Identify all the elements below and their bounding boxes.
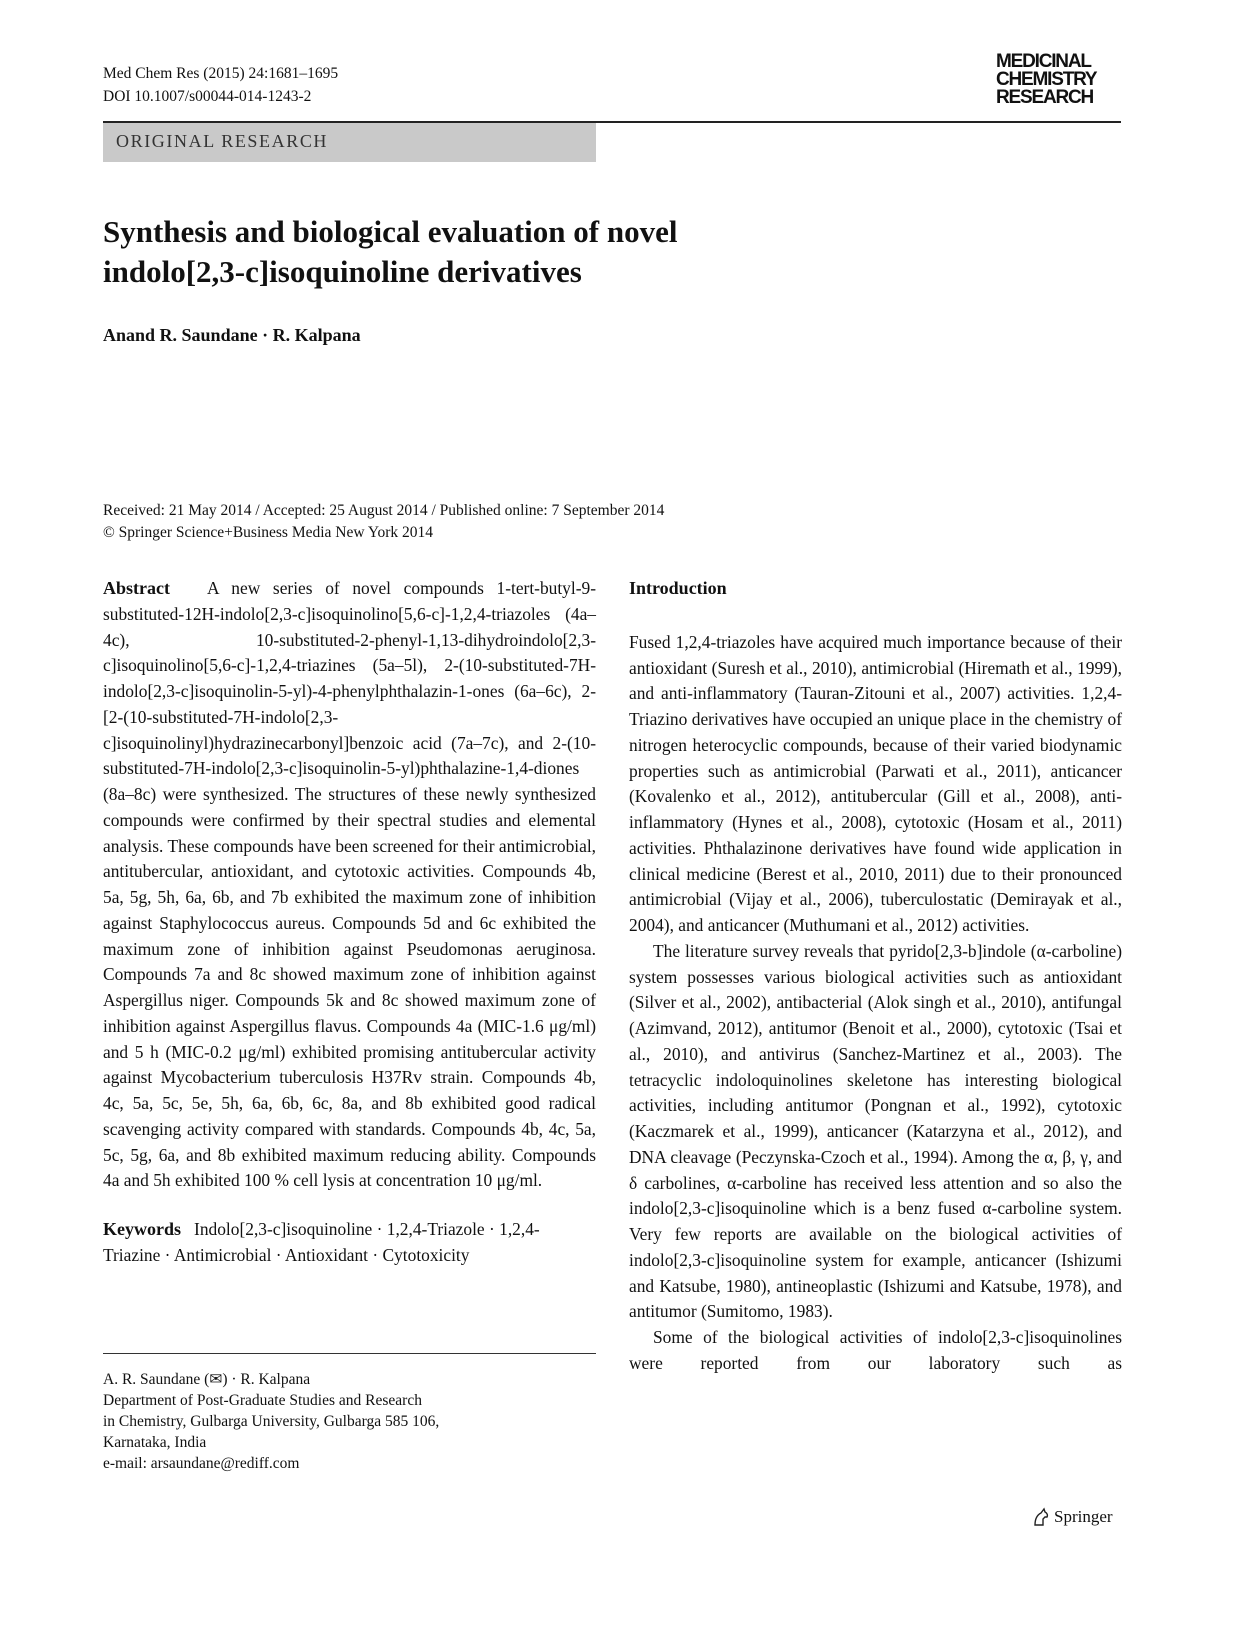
- introduction-heading: Introduction: [629, 578, 727, 598]
- affiliation-line: Department of Post-Graduate Studies and Research: [103, 1392, 422, 1409]
- journal-doi: DOI 10.1007/s00044-014-1243-2: [103, 88, 312, 105]
- footnote-divider: [103, 1353, 596, 1354]
- journal-citation-block: [103, 62, 338, 108]
- keywords-text: Indolo[2,3-c]isoquinoline · 1,2,4-Triazole · 1,2,4-Triazine · Antimicrobial · Antioxidant · Cytotoxicity: [103, 1219, 540, 1265]
- article-title: Synthesis and biological evaluation of novel indolo[2,3-c]isoquinoline derivatives: [103, 214, 678, 289]
- journal-logo: [996, 53, 1121, 107]
- publication-dates: Received: 21 May 2014 / Accepted: 25 August 2014 / Published online: 7 September 2014: [103, 502, 665, 519]
- article-authors: Anand R. Saundane · R. Kalpana: [103, 325, 361, 345]
- springer-horse-icon: [1032, 1507, 1050, 1527]
- keywords-heading: Keywords: [103, 1219, 181, 1239]
- journal-logo-line: RESEARCH: [996, 87, 1094, 108]
- keywords: [103, 1217, 596, 1269]
- affiliation-email[interactable]: e-mail: arsaundane@rediff.com: [103, 1455, 300, 1472]
- journal-citation: Med Chem Res (2015) 24:1681–1695: [103, 65, 339, 82]
- journal-logo-line: CHEMISTRY: [996, 69, 1097, 90]
- publisher-mark: [1032, 1507, 1113, 1527]
- journal-logo-line: MEDICINAL: [996, 51, 1091, 72]
- copyright-line: © Springer Science+Business Media New York 2014: [103, 524, 434, 541]
- introduction-paragraph: Fused 1,2,4-triazoles have acquired much importance because of their antioxidant (Suresh et al., 2010), antimicrobial (Hiremath et al., 1999), and anti-inflammatory (Tauran-Zitouni et al., 2007) activities. 1,2,4-Triazino derivatives have occupied an unique place in the chemistry of nitrogen heterocyclic compounds, because of their varied biodynamic properties such as antimicrobial (Parwati et al., 2011), anticancer (Kovalenko et al., 2012), antitubercular (Gill et al., 2008), anti-inflammatory (Hynes et al., 2008), cytotoxic (Hosam et al., 2011) activities. Phthalazinone derivatives have found wide application in clinical medicine (Berest et al., 2010, 2011) due to their pronounced antimicrobial (Vijay et al., 2006), tuberculostatic (Demirayak et al., 2004), and anticancer (Muthumani et al., 2012) activities.: [629, 631, 1122, 935]
- section-banner: [103, 123, 596, 162]
- affiliation-line: Karnataka, India: [103, 1434, 207, 1451]
- abstract-heading: Abstract: [103, 578, 170, 598]
- affiliation-line: in Chemistry, Gulbarga University, Gulbarga 585 106,: [103, 1413, 440, 1430]
- introduction-paragraph: Some of the biological activities of indolo[2,3-c]isoquinolines were reported from our laboratory such as: [629, 1327, 1122, 1373]
- right-column: [629, 576, 1122, 1377]
- section-label: ORIGINAL RESEARCH: [116, 131, 329, 151]
- introduction-paragraph: The literature survey reveals that pyrido[2,3-b]indole (α-carboline) system possesses various biological activities such as antioxidant (Silver et al., 2002), antibacterial (Alok singh et al., 2010), antifungal (Azimvand, 2012), antitumor (Benoit et al., 2000), cytotoxic (Tsai et al., 2010), and antivirus (Sanchez-Martinez et al., 2003). The tetracyclic indoloquinolines skeletone has interesting biological activities, including antitumor (Pongnan et al., 1992), cytotoxic (Kaczmarek et al., 1999), anticancer (Katarzyna et al., 2012), and DNA cleavage (Peczynska-Czoch et al., 1994). Among the α, β, γ, and δ carbolines, α-carboline has received less attention and so also the indolo[2,3-c]isoquinoline which is a benz fused α-carboline system. Very few reports are available on the biological activities of indolo[2,3-c]isoquinoline system for example, anticancer (Ishizumi and Katsube, 1980), antineoplastic (Ishizumi and Katsube, 1978), and antitumor (Sumitomo, 1983).: [629, 940, 1122, 1322]
- abstract: [103, 576, 596, 1194]
- abstract-text: A new series of novel compounds 1-tert-butyl-9-substituted-12H-indolo[2,3-c]isoquinolino[5,6-c]-1,2,4-triazoles (4a–4c), 10-substituted-2-phenyl-1,13-dihydroindolo[2,3-c]isoquinolino[5,6-c]-1,2,4-triazines (5a–5l), 2-(10-substituted-7H-indolo[2,3-c]isoquinolin-5-yl)-4-phenylphthalazin-1-ones (6a–6c), 2-[2-(10-substituted-7H-indolo[2,3-c]isoquinolinyl)hydrazinecarbonyl]benzoic acid (7a–7c), and 2-(10-substituted-7H-indolo[2,3-c]isoquinolin-5-yl)phthalazine-1,4-diones (8a–8c) were synthesized. The structures of these newly synthesized compounds were confirmed by their spectral studies and elemental analysis. These compounds have been screened for their antimicrobial, antitubercular, antioxidant, and cytotoxic activities. Compounds 4b, 5a, 5g, 5h, 6a, 6b, and 7b exhibited the maximum zone of inhibition against Staphylococcus aureus. Compounds 5d and 6c exhibited the maximum zone of inhibition against Pseudomonas aeruginosa. Compounds 7a and 8c showed maximum zone of inhibition against Aspergillus niger. Compounds 5k and 8c showed maximum zone of inhibition against Aspergillus flavus. Compounds 4a (MIC-1.6 μg/ml) and 5 h (MIC-0.2 μg/ml) exhibited promising antitubercular activity against Mycobacterium tuberculosis H37Rv strain. Compounds 4b, 4c, 5a, 5c, 5e, 5h, 6a, 6b, 6c, 8a, and 8b exhibited good radical scavenging activity compared with standards. Compounds 4b, 4c, 5a, 5c, 5g, 6a, and 8b exhibited maximum reducing ability. Compounds 4a and 5h exhibited 100 % cell lysis at concentration 10 μg/ml.: [103, 578, 596, 1191]
- author-affiliation: [103, 1369, 596, 1474]
- affiliation-names: A. R. Saundane (✉) · R. Kalpana: [103, 1371, 311, 1388]
- publication-dates-block: [103, 500, 803, 544]
- left-column: [103, 576, 596, 1269]
- publisher-name: Springer: [1054, 1507, 1113, 1526]
